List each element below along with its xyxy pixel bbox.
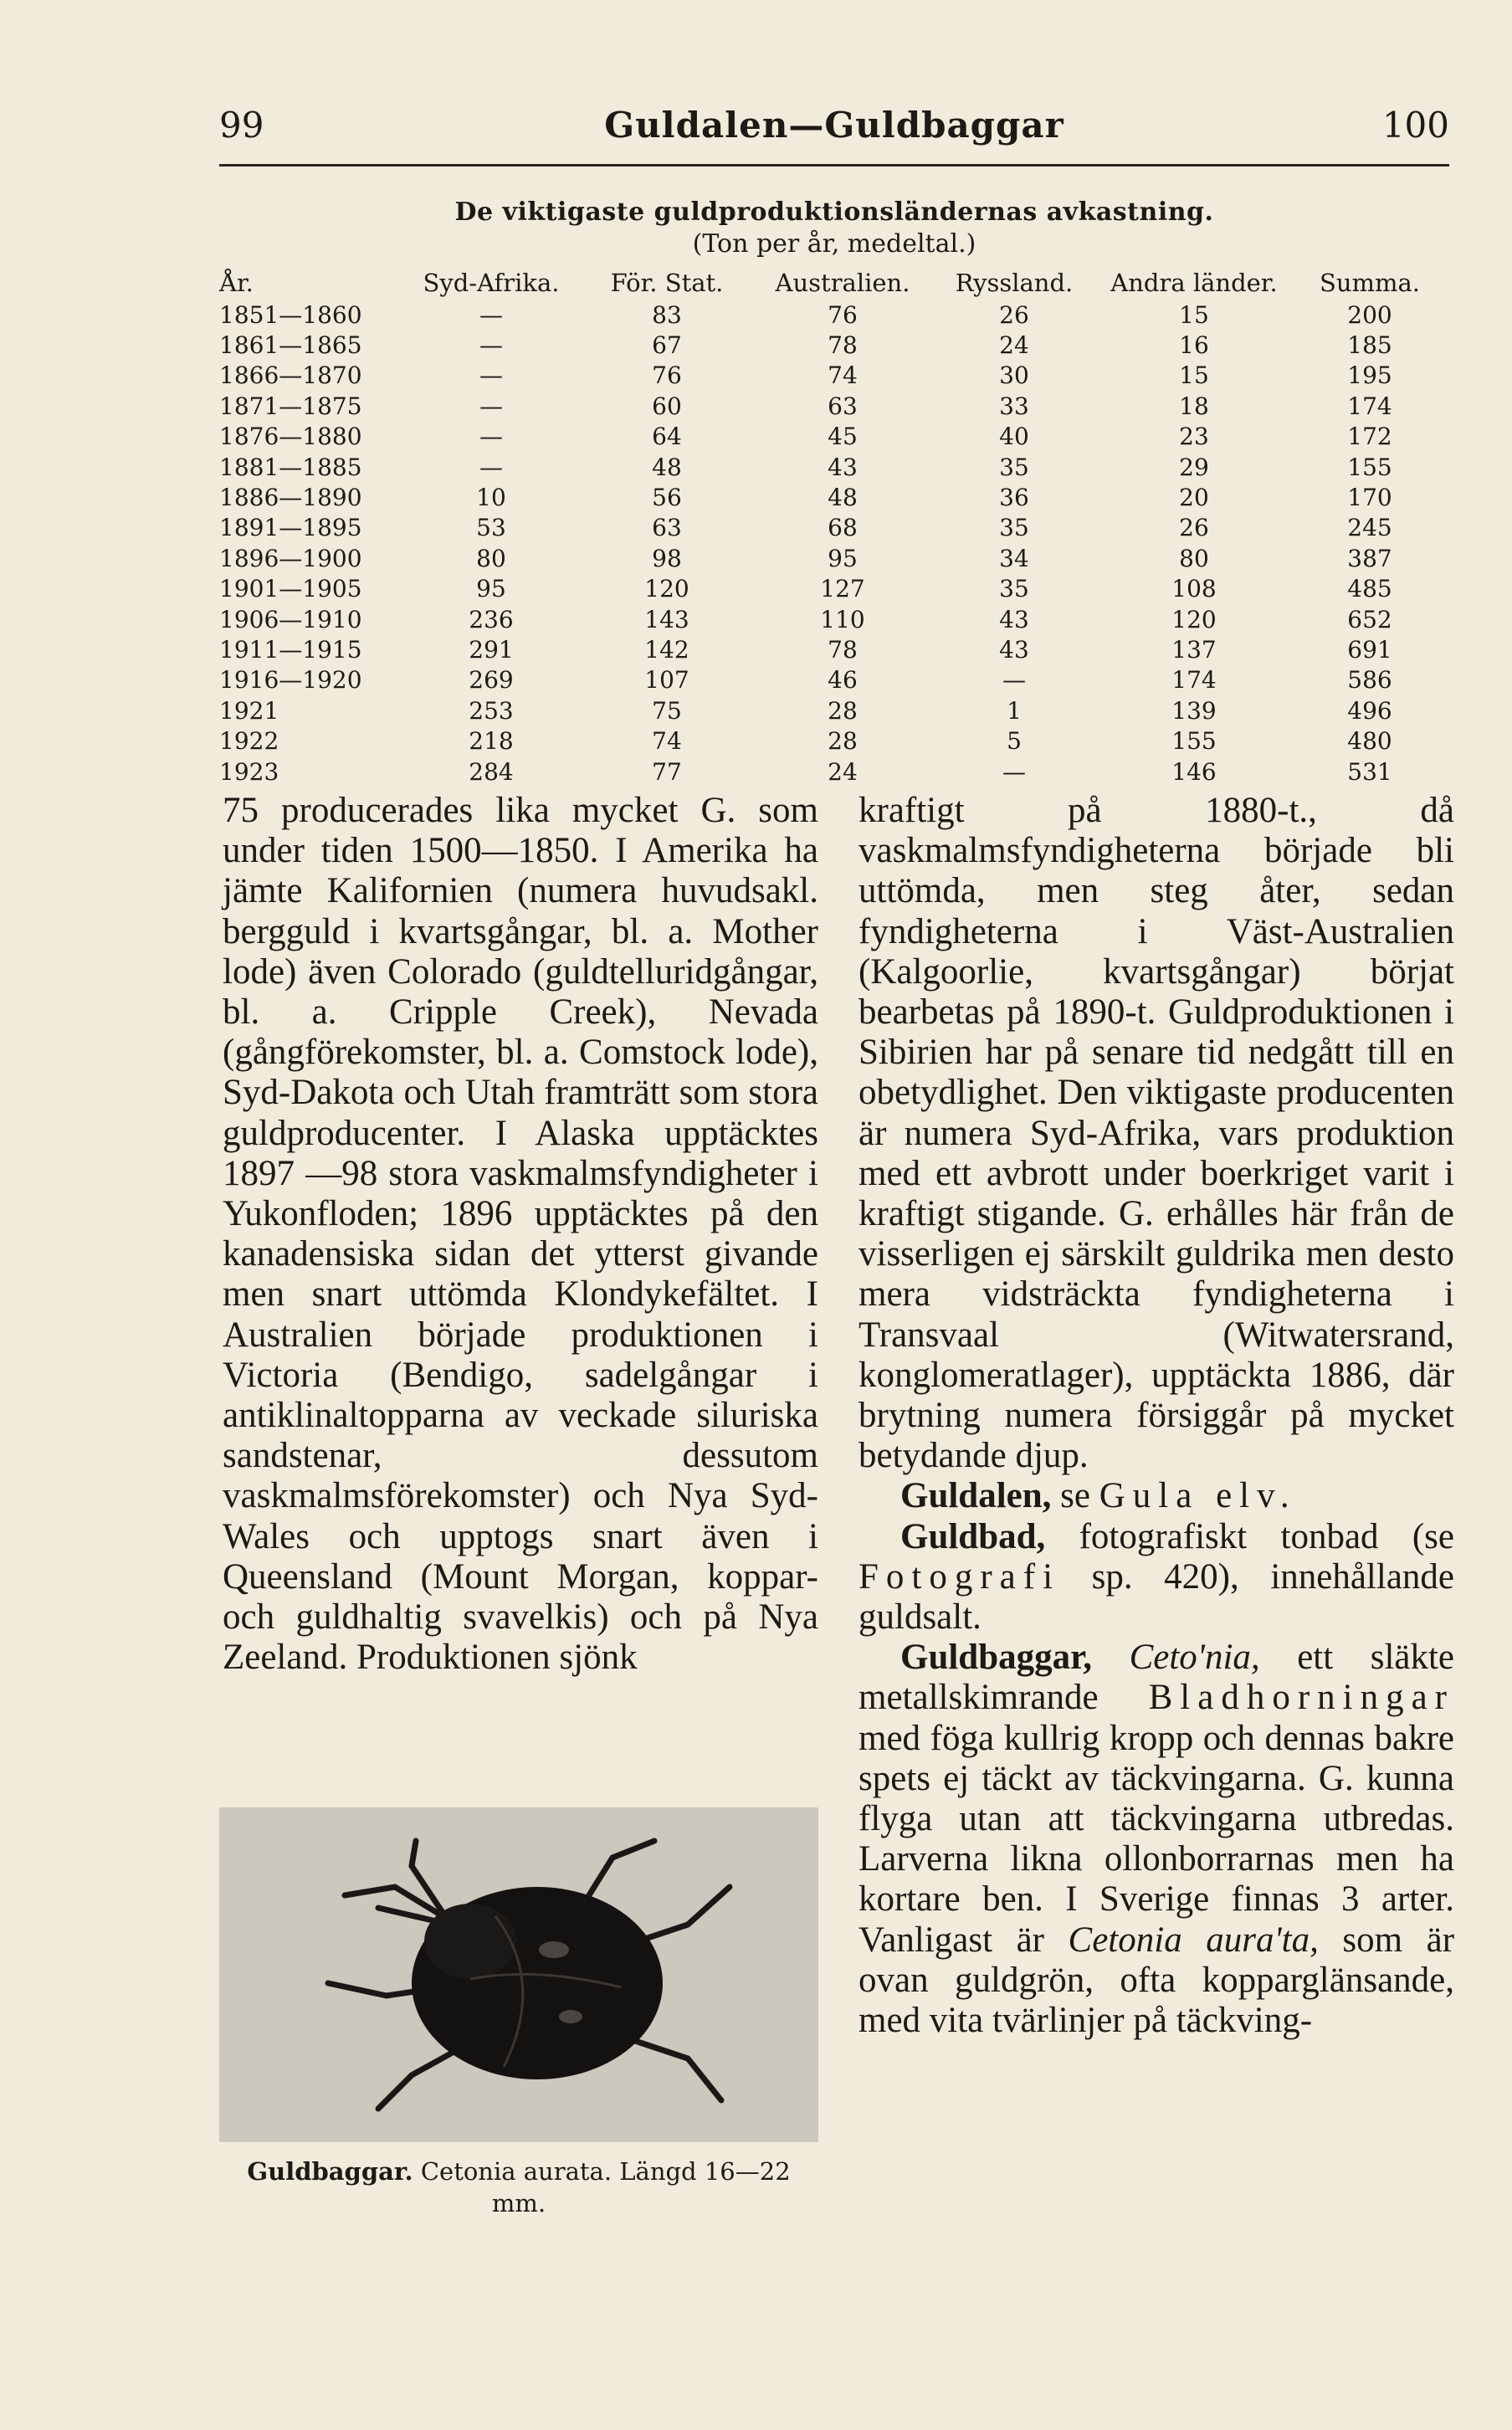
table-row <box>219 452 1449 482</box>
period-cell: 1881—1885 <box>219 453 362 481</box>
value-cell: 236 <box>469 605 514 633</box>
beetle-figure <box>219 1807 818 2142</box>
value-cell: 74 <box>828 361 858 390</box>
value-cell: 76 <box>828 300 858 329</box>
table-row <box>219 300 1449 330</box>
cross-reference: Gula elv. <box>1099 1476 1297 1516</box>
value-cell: 218 <box>469 727 514 756</box>
table-row <box>219 665 1449 695</box>
table-row <box>219 513 1449 543</box>
period-cell: 1911—1915 <box>219 635 362 664</box>
value-cell: 387 <box>1347 544 1392 572</box>
header-rule <box>219 164 1449 167</box>
column-header: Syd-Afrika. <box>423 269 560 297</box>
period-cell: 1851—1860 <box>219 300 362 329</box>
paragraph: 75 producerades lika mycket G. som under tiden 1500—1850. I Amerika ha jämte Kalifornien (numera huvudsakl. bergguld i kvartsgångar, bl. a. Mother lode) även Colorado (guldtelluridgångar, bl. a. Cripple Creek), Nevada (gångförekomster, bl. a. Comstock lode), Syd-Dakota och Utah framträtt som stora guldproducenter. I Alaska upptäcktes 1897 —98 stora vaskmalmsfyndigheter i Yukonfloden; 1896 upptäcktes på den kanadensiska sidan det ytterst givande men snart uttömda Klondykefältet. I Australien började produktionen i Victoria (Bendigo, sadelgångar i antiklinaltopparna av veckade siluriska sandstenar, dessutom vaskmalmsförekomster) och Nya Syd-Wales och upptogs snart även i Queensland (Mount Morgan, koppar- och guldhaltig svavelkis) och på Nya Zeeland. Produktionen sjönk <box>223 791 818 1678</box>
paragraph: kraftigt på 1880-t., då vaskmalmsfyndigheterna började bli uttömda, men steg åter, sedan fyndigheterna i Väst-Australien (Kalgoorlie, kvartsgångar) börjat bearbetas på 1890-t. Guldproduktionen i Sibirien har på senare tid nedgått till en obetydlighet. Den viktigaste producenten är numera Syd-Afrika, vars produktion med ett avbrott under boerkriget varit i kraftigt stigande. G. erhålles här från de visserligen ej särskilt guldrika men desto mera vidsträckta fyndigheterna i Transvaal (Witwatersrand, konglomeratlager), upptäckta 1886, där brytning numera försiggår på mycket betydande djup. <box>859 791 1454 1476</box>
value-cell: 35 <box>999 453 1029 481</box>
value-cell: 18 <box>1179 392 1209 420</box>
value-cell: 127 <box>820 575 865 603</box>
table-header-row <box>219 266 1449 300</box>
value-cell: 108 <box>1171 575 1217 603</box>
value-cell: 107 <box>644 666 689 695</box>
table-body <box>219 300 1449 787</box>
value-cell: — <box>479 300 503 329</box>
value-cell: 60 <box>652 392 682 420</box>
period-cell: 1923 <box>219 757 279 786</box>
value-cell: 75 <box>652 696 682 725</box>
value-cell: 78 <box>828 635 858 664</box>
column-header: Australien. <box>775 269 910 297</box>
period-cell: 1916—1920 <box>219 666 362 695</box>
column-header: Andra länder. <box>1110 269 1278 297</box>
right-column <box>859 791 1454 2041</box>
period-cell: 1891—1895 <box>219 514 362 542</box>
value-cell: 46 <box>828 666 858 695</box>
value-cell: 172 <box>1347 423 1392 451</box>
table-subcaption: (Ton per år, medeltal.) <box>692 229 976 259</box>
value-cell: — <box>479 453 503 481</box>
value-cell: 269 <box>469 666 514 695</box>
value-cell: 10 <box>476 484 506 512</box>
period-cell: 1906—1910 <box>219 605 362 633</box>
value-cell: 691 <box>1347 635 1392 664</box>
value-cell: 35 <box>999 514 1029 542</box>
value-cell: 245 <box>1347 514 1392 542</box>
value-cell: 291 <box>469 635 514 664</box>
value-cell: 43 <box>828 453 858 481</box>
value-cell: 24 <box>828 757 858 786</box>
value-cell: 29 <box>1179 453 1209 481</box>
value-cell: 64 <box>652 423 682 451</box>
value-cell: — <box>1002 757 1026 786</box>
page-number-right: 100 <box>1381 105 1449 146</box>
beetle-illustration <box>219 1807 818 2142</box>
column-header: Ryssland. <box>955 269 1074 297</box>
value-cell: 139 <box>1171 696 1217 725</box>
value-cell: 586 <box>1347 666 1392 695</box>
table-row <box>219 604 1449 634</box>
value-cell: 48 <box>828 484 858 512</box>
column-header: Summa. <box>1319 269 1421 297</box>
value-cell: 24 <box>999 331 1029 360</box>
value-cell: 200 <box>1347 300 1392 329</box>
value-cell: — <box>479 392 503 420</box>
value-cell: 195 <box>1347 361 1392 390</box>
column-header: År. <box>219 269 254 297</box>
headword: Guldbad, <box>900 1516 1046 1556</box>
value-cell: 531 <box>1347 757 1392 786</box>
value-cell: 98 <box>652 544 682 572</box>
figure-caption <box>219 2156 818 2219</box>
headword: Guldalen, <box>900 1476 1052 1516</box>
value-cell: 80 <box>1179 544 1209 572</box>
value-cell: 284 <box>469 757 514 786</box>
value-cell: 83 <box>652 300 682 329</box>
value-cell: 15 <box>1179 300 1209 329</box>
value-cell: 77 <box>652 757 682 786</box>
value-cell: — <box>479 361 503 390</box>
entry-text: med föga kullrig kropp och dennas bakre spets ej täckt av täckvingarna. G. kunna flyga utan att täckvingarna utbredas. Larverna likna ollonborrarnas men ha kortare ben. I Sverige finnas 3 arter. Vanligast är <box>859 1718 1454 1960</box>
entry-text: sp. 420), innehållande guldsalt. <box>859 1556 1454 1638</box>
page-title: Guldalen—Guldbaggar <box>604 105 1064 146</box>
table-row <box>219 391 1449 421</box>
page-number-left: 99 <box>219 105 264 146</box>
entry-text: fotografiskt tonbad (se <box>1079 1516 1454 1556</box>
value-cell: 110 <box>820 605 865 633</box>
entry-guldbaggar <box>859 1638 1454 2041</box>
value-cell: 36 <box>999 484 1029 512</box>
value-cell: 76 <box>652 361 682 390</box>
cross-reference: Fotografi <box>859 1556 1061 1597</box>
value-cell: 30 <box>999 361 1029 390</box>
table-row <box>219 695 1449 725</box>
table-row <box>219 482 1449 512</box>
headword: Guldbaggar, <box>900 1638 1093 1678</box>
figure-label: Guldbaggar. <box>247 2157 413 2186</box>
table-row <box>219 756 1449 787</box>
entry-guldbad <box>859 1517 1454 1638</box>
value-cell: 15 <box>1179 361 1209 390</box>
table-row <box>219 422 1449 452</box>
value-cell: 120 <box>644 575 689 603</box>
value-cell: — <box>1002 666 1026 695</box>
entry-text: som är ovan guldgrön, ofta kopparglänsande, med vita tvärlinjer på täckving- <box>859 1920 1455 2041</box>
value-cell: 23 <box>1179 423 1209 451</box>
table-row <box>219 725 1449 756</box>
value-cell: 48 <box>652 453 682 481</box>
value-cell: 68 <box>828 514 858 542</box>
value-cell: 56 <box>652 484 682 512</box>
period-cell: 1886—1890 <box>219 484 362 512</box>
value-cell: 28 <box>828 727 858 756</box>
value-cell: 26 <box>999 300 1029 329</box>
latin-name: Ceto'nia, <box>1129 1638 1260 1678</box>
value-cell: 170 <box>1347 484 1392 512</box>
value-cell: 78 <box>828 331 858 360</box>
value-cell: 43 <box>999 635 1029 664</box>
value-cell: 20 <box>1179 484 1209 512</box>
value-cell: 5 <box>1007 727 1022 756</box>
table-row <box>219 634 1449 664</box>
value-cell: 67 <box>652 331 682 360</box>
species-name: Cetonia aura'ta, <box>1068 1920 1319 1960</box>
entry-text: ett släkte metallskimrande <box>859 1638 1455 1718</box>
entry-guldalen <box>859 1476 1454 1516</box>
value-cell: 485 <box>1347 575 1392 603</box>
column-header: För. Stat. <box>610 269 724 297</box>
value-cell: 1 <box>1007 696 1022 725</box>
value-cell: 80 <box>476 544 506 572</box>
value-cell: 652 <box>1347 605 1392 633</box>
table-caption: De viktigaste guldproduktionsländernas avkastning. <box>454 197 1214 227</box>
value-cell: 34 <box>999 544 1029 572</box>
production-table <box>219 266 1449 787</box>
value-cell: 120 <box>1171 605 1217 633</box>
left-column <box>223 791 818 1678</box>
value-cell: 146 <box>1171 757 1217 786</box>
value-cell: — <box>479 423 503 451</box>
table-row <box>219 361 1449 391</box>
value-cell: 496 <box>1347 696 1392 725</box>
value-cell: 95 <box>828 544 858 572</box>
value-cell: 26 <box>1179 514 1209 542</box>
table-row <box>219 330 1449 360</box>
table-row <box>219 574 1449 604</box>
period-cell: 1921 <box>219 696 279 725</box>
table-row <box>219 543 1449 573</box>
value-cell: 174 <box>1171 666 1217 695</box>
value-cell: 43 <box>999 605 1029 633</box>
value-cell: 155 <box>1171 727 1217 756</box>
entry-text: se <box>1060 1476 1090 1516</box>
value-cell: 142 <box>644 635 689 664</box>
value-cell: 143 <box>644 605 689 633</box>
period-cell: 1922 <box>219 727 279 756</box>
cross-reference: Bladhorningar <box>1148 1678 1454 1718</box>
value-cell: 45 <box>828 423 858 451</box>
value-cell: 40 <box>999 423 1029 451</box>
figure-caption-text: Cetonia aurata. Längd 16—22 mm. <box>420 2157 791 2217</box>
value-cell: 35 <box>999 575 1029 603</box>
value-cell: 33 <box>999 392 1029 420</box>
value-cell: 95 <box>476 575 506 603</box>
period-cell: 1876—1880 <box>219 423 362 451</box>
value-cell: 185 <box>1347 331 1392 360</box>
value-cell: 63 <box>652 514 682 542</box>
value-cell: 53 <box>476 514 506 542</box>
running-header <box>219 100 1449 159</box>
value-cell: 74 <box>652 727 682 756</box>
period-cell: 1901—1905 <box>219 575 362 603</box>
value-cell: 137 <box>1171 635 1217 664</box>
value-cell: — <box>479 331 503 360</box>
value-cell: 63 <box>828 392 858 420</box>
value-cell: 253 <box>469 696 514 725</box>
period-cell: 1896—1900 <box>219 544 362 572</box>
value-cell: 16 <box>1179 331 1209 360</box>
period-cell: 1866—1870 <box>219 361 362 390</box>
value-cell: 174 <box>1347 392 1392 420</box>
period-cell: 1871—1875 <box>219 392 362 420</box>
value-cell: 480 <box>1347 727 1392 756</box>
value-cell: 155 <box>1347 453 1392 481</box>
period-cell: 1861—1865 <box>219 331 362 360</box>
value-cell: 28 <box>828 696 858 725</box>
